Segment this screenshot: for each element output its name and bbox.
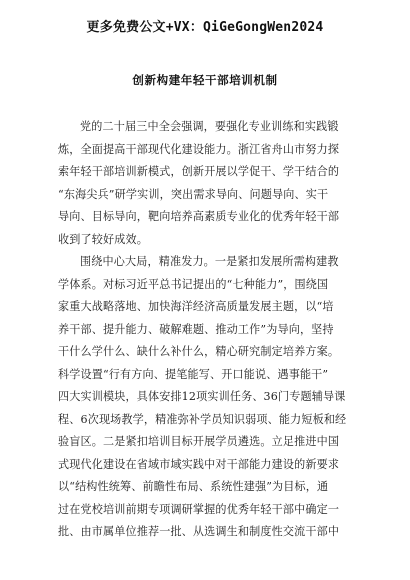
body-line: “东海尖兵”研学实训，突出需求导向、问题导向、实干: [58, 187, 329, 201]
body-line: 索年轻干部培训新模式，创新开展以学促干、学干结合的: [58, 165, 340, 178]
body-line: 党的二十届三中全会强调，要强化专业训练和实践锻: [80, 120, 339, 133]
body-line: 干什么学什么、缺什么补什么，精心研究制定培养方案。: [58, 345, 340, 358]
promo-header: 更多免费公文+VX：QiGeGongWen2024: [86, 20, 324, 35]
body-line: 炼，全面提高干部现代化建设能力。浙江省舟山市努力探: [58, 142, 340, 156]
document-body: [58, 116, 356, 544]
body-line: 验盲区。二是紧扣培训目标开展学员遴选。立足推进中国: [58, 435, 340, 448]
body-line: 收到了较好成效。: [58, 232, 148, 246]
body-line: 式现代化建设在省域市域实践中对干部能力建设的新要求: [58, 457, 340, 471]
body-line: 程、6次现场教学，精准弥补学员知识弱项、能力短板和经: [58, 412, 347, 426]
body-line: 家重大战略落地、加快海洋经济高质量发展主题，以“培: [58, 300, 334, 313]
body-line: 四大实训模块，具体安排12项实训任务、36门专题辅导课: [58, 390, 346, 403]
body-line: 导向、目标导向，靶向培养高素质专业化的优秀年轻干部: [58, 210, 340, 223]
document-title: 创新构建年轻干部培训机制: [132, 73, 278, 87]
body-line: 过在党校培训前期专项调研掌握的优秀年轻干部中确定一: [58, 502, 340, 516]
body-line: 学体系。对标习近平总书记提出的“七种能力”，围绕国: [58, 277, 329, 291]
body-line: 以“结构性统筹、前瞻性布局、系统性建强”为目标，通: [58, 480, 329, 493]
body-line: 批、由市属单位推荐一批、从选调生和制度性交流干部中: [58, 525, 340, 538]
body-line: 养干部、提升能力、破解难题、推动工作”为导向，坚持: [58, 322, 334, 336]
body-line: 围绕中心大局，精准发力。一是紧扣发展所需构建教: [80, 255, 339, 268]
body-line: 科学设置“行有方向、提笔能写、开口能说、遇事能干”: [58, 367, 329, 381]
